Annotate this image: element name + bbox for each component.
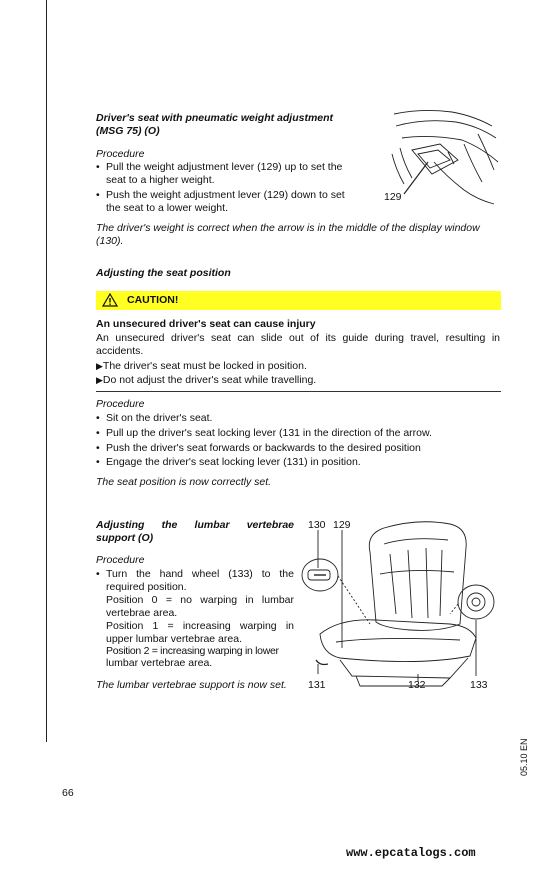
section1-result-line1: The driver's weight is correct when the arrow is in the middle of the display window [96, 222, 480, 234]
warning-triangle-icon [102, 293, 118, 307]
action2-text: Do not adjust the driver's seat while travelling. [102, 374, 317, 386]
section1-step2-line1: • Push the weight adjustment lever (129) down to set [106, 189, 345, 202]
divider [96, 391, 501, 392]
section1-heading-line2: (MSG 75) (O) [96, 125, 160, 137]
callout-132: 132 [408, 679, 426, 691]
section3-step-line1: • Turn the hand wheel (133) to the [106, 568, 294, 581]
page-number: 66 [62, 787, 74, 799]
section2-step2: • Pull up the driver's seat locking lever (131 in the direction of the arrow. [106, 427, 432, 440]
section2-step4: • Engage the driver's seat locking lever (131) in position. [106, 456, 361, 469]
action-item-2 [96, 374, 316, 387]
arrow-right-icon: ▶ [96, 375, 103, 385]
section1-step2-line2: the seat to a lower weight. [106, 202, 228, 214]
warning-line1: An unsecured driver's seat can slide out of its guide during travel, resulting in [96, 332, 500, 344]
seat-figure [300, 514, 504, 694]
section1-result-line2: (130). [96, 235, 124, 247]
section3-heading-line2: support (O) [96, 532, 154, 544]
section3-pos2-line2: lumbar vertebrae area. [106, 657, 213, 669]
section1-heading-line1: Driver's seat with pneumatic weight adjustment [96, 112, 334, 124]
section2-step3: • Push the driver's seat forwards or backwards to the desired position [106, 442, 421, 455]
figure1-label-129: 129 [384, 191, 402, 203]
section2-step1: • Sit on the driver's seat. [106, 412, 212, 425]
action-item-1 [96, 360, 307, 373]
weight-lever-figure [382, 104, 500, 210]
callout-133: 133 [470, 679, 488, 691]
section1-procedure: Procedure [96, 148, 145, 160]
section2-result: The seat position is now correctly set. [96, 476, 272, 488]
caution-banner [96, 291, 501, 310]
section3-pos2-line1: Position 2 = increasing warping in lower [106, 645, 279, 657]
section1-step1-line1: • Pull the weight adjustment lever (129) up to set the [106, 161, 342, 174]
section1-step1-line2: seat to a higher weight. [106, 174, 215, 186]
watermark: www.epcatalogs.com [346, 846, 476, 860]
section3-pos1-line2: upper lumbar vertebrae area. [106, 633, 242, 645]
margin-rule [46, 0, 47, 742]
callout-131: 131 [308, 679, 326, 691]
section3-procedure: Procedure [96, 554, 145, 566]
edition-label: 05.10 EN [519, 738, 529, 776]
callout-129: 129 [333, 519, 351, 531]
section2-heading: Adjusting the seat position [96, 267, 231, 279]
arrow-right-icon: ▶ [96, 361, 103, 371]
callout-130: 130 [308, 519, 326, 531]
action1-text: The driver's seat must be locked in position. [102, 360, 307, 372]
section3-pos1-line1: Position 1 = increasing warping in [106, 620, 294, 632]
section3-pos0-line2: vertebrae area. [106, 607, 178, 619]
warning-line2: accidents. [96, 345, 144, 357]
section3-result: The lumbar vertebrae support is now set. [96, 679, 287, 691]
section3-pos0-line1: Position 0 = no warping in lumbar [106, 594, 294, 606]
section3-heading-line1: Adjusting the lumbar vertebrae [96, 519, 294, 531]
section3-step-line2: required position. [106, 581, 187, 593]
section2-procedure: Procedure [96, 398, 145, 410]
warning-title: An unsecured driver's seat can cause injury [96, 318, 316, 330]
caution-label: CAUTION! [127, 294, 179, 306]
